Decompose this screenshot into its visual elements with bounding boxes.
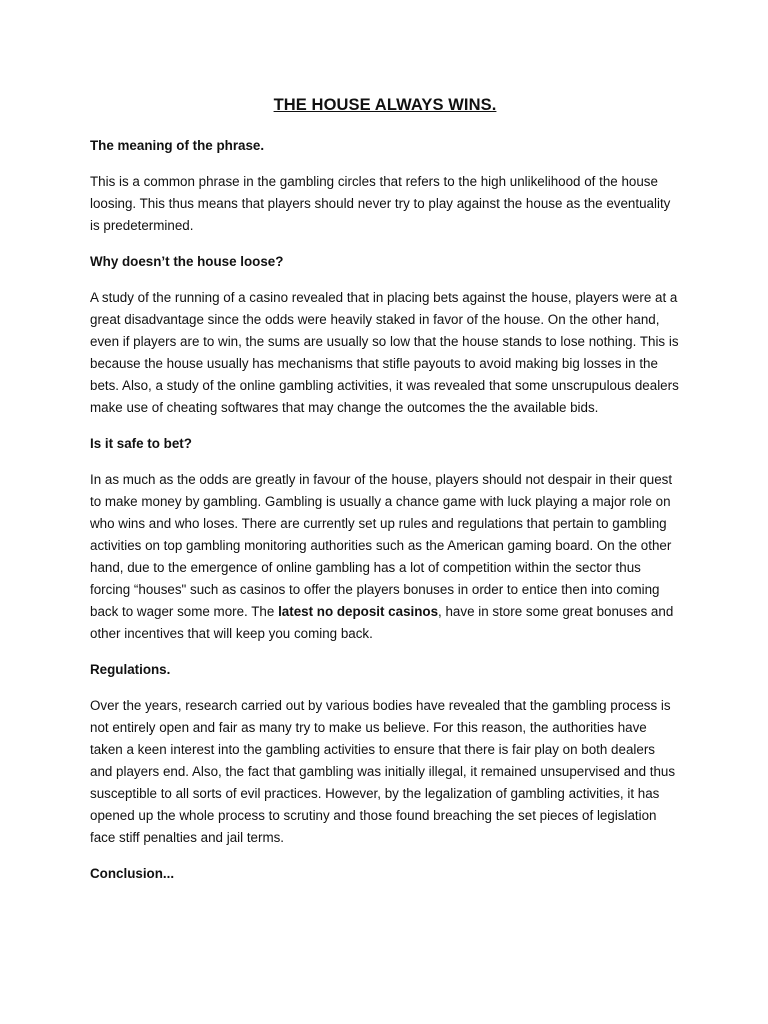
section-heading: The meaning of the phrase.: [90, 138, 265, 153]
section-safe-to-bet: [90, 435, 680, 645]
section-heading: Is it safe to bet?: [90, 436, 192, 451]
paragraph-text-after: , have in store some great bonuses and other incentives that will keep you coming back.: [90, 604, 674, 641]
section-regulations: [90, 661, 680, 849]
paragraph-text-before: In as much as the odds are greatly in favour of the house, players should not despair in their quest to make money by gambling. Gambling is usually a chance game with luck playing a major role on who wins and who loses. There are currently set up rules and regulations that pertain to gambling activities on top gambling monitoring authorities such as the American gaming board. On the other hand, due to the emergence of online gambling has a lot of competition within the sector thus forcing “houses" such as casinos to offer the players bonuses in order to entice then into coming back to wager some more. The: [90, 472, 673, 619]
section-heading: Regulations.: [90, 662, 171, 677]
section-heading: Conclusion...: [90, 866, 175, 881]
section-paragraph: [90, 469, 680, 645]
section-conclusion: [90, 865, 680, 883]
section-paragraph: A study of the running of a casino revealed that in placing bets against the house, players were at a great disadvantage since the odds were heavily staked in favor of the house. On the other hand, even if players are to win, the sums are usually so low that the house stands to lose nothing. This is because the house usually has mechanisms that stifle payouts to avoid making big losses in the bets. Also, a study of the online gambling activities, it was revealed that some unscrupulous dealers make use of cheating softwares that may change the outcomes the the available bids.: [90, 290, 679, 415]
section-meaning: [90, 137, 680, 237]
casino-link-text: latest no deposit casinos: [278, 604, 439, 619]
document-page: [90, 96, 680, 899]
section-paragraph: Over the years, research carried out by various bodies have revealed that the gambling process is not entirely open and fair as many try to make us believe. For this reason, the authorities have taken a keen interest into the gambling activities to ensure that there is fair play on both dealers and players end. Also, the fact that gambling was initially illegal, it remained unsupervised and thus susceptible to all sorts of evil practices. However, by the legalization of gambling activities, it has opened up the whole process to scrutiny and those found breaching the set pieces of legislation face stiff penalties and jail terms.: [90, 698, 676, 845]
section-heading: Why doesn’t the house loose?: [90, 254, 284, 269]
section-why-not-loose: [90, 253, 680, 419]
section-paragraph: This is a common phrase in the gambling circles that refers to the high unlikelihood of the house loosing. This thus means that players should never try to play against the house as the eventuality is predetermined.: [90, 174, 671, 233]
document-title: THE HOUSE ALWAYS WINS.: [273, 96, 497, 114]
